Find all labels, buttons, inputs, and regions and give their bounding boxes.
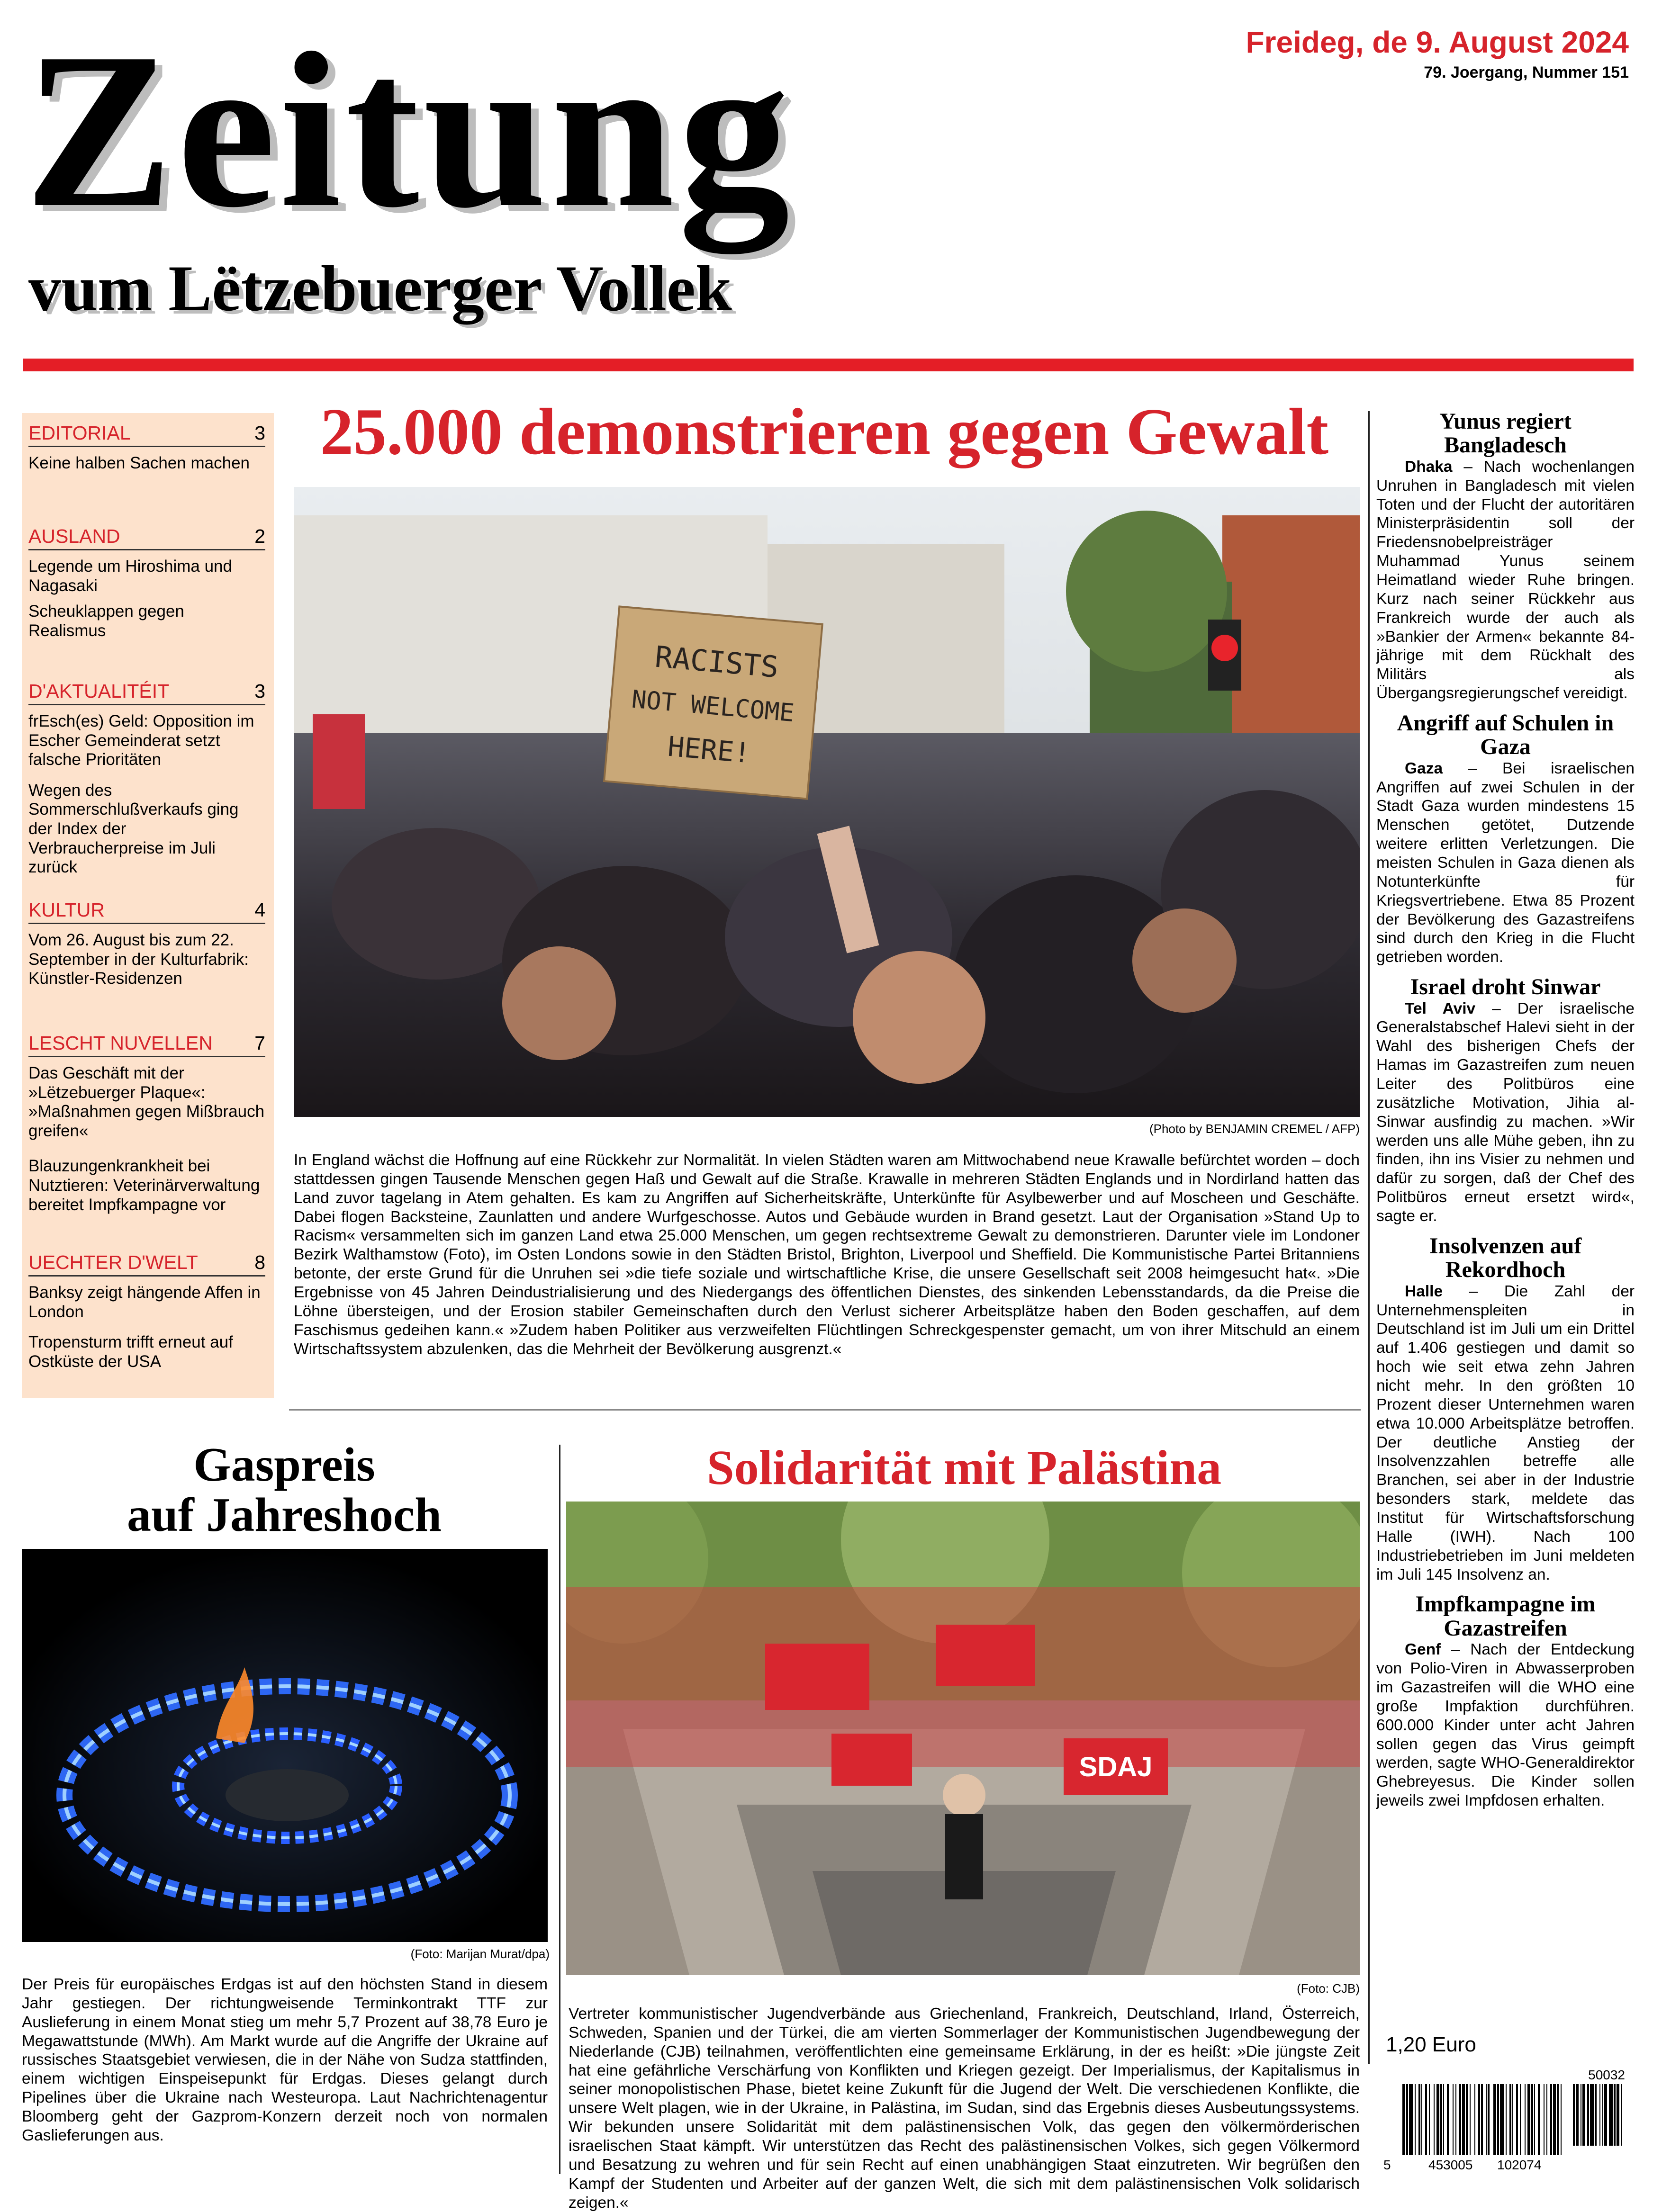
brief-dateline: Dhaka [1405, 458, 1453, 476]
gas-story-body: Der Preis für europäisches Erdgas ist auf den höchsten Stand in diesem Jahr gestiegen. Der richtungweisende Terminkontrakt TTF zur Auslieferung in einem Monat stieg um mehr 5,7 Prozent auf 38,78 Euro je Megawattstunde (MWh). Am Markt wurde auf die Angriffe der Ukraine auf russisches Staatsgebiet verwiesen, die in der Nähe von Sudza stattfinden, einem wichtigen Einspeisepunkt für Erdgas. Dieses gelangt durch Pipelines über die Ukraine nach Westeuropa. Laut Nachrichtenagentur Bloomberg geht der Gazprom-Konzern derzeit noch von normalen Gaslieferungen aus. [22, 1976, 548, 2144]
gas-headline-line2: auf Jahreshoch [126, 1488, 442, 1542]
section-name[interactable]: KULTUR [28, 899, 105, 921]
brief-article [1376, 1234, 1635, 1584]
sidebar-item[interactable]: Wegen des Sommerschlußverkaufs ging der Index der Verbraucherpreise im Juli zurück [28, 781, 239, 877]
sidebar-section-kultur [28, 899, 265, 989]
barcode-bar [1520, 2084, 1521, 2155]
issue-date: Freideg, de 9. August 2024 [1246, 25, 1629, 59]
sidebar-item[interactable]: Keine halben Sachen machen [28, 454, 250, 473]
barcode-group2: 102074 [1497, 2158, 1542, 2172]
sidebar-section-ausland [28, 526, 265, 640]
gas-flame-photo [22, 1549, 548, 1942]
barcode-bar [1531, 2084, 1533, 2155]
brief-headline[interactable]: Israel droht Sinwar [1410, 974, 1601, 1000]
brief-body: – Der israelische Generalstabschef Halevi sieht in der Wahl des bisherigen Chefs der Hamas im Gazastreifen zum neuen Leiter des Politbüros eine zusätzliche Motivation, Jihia al-Sinwar ausfindig zu machen. »Wir werden uns alle Mühe geben, ihn zu finden, ihn ins Visier zu nehmen und dafür zu sorgen, daß der Chef des Politbüros erneut ersetzt wird«, sagte er. [1376, 999, 1635, 1225]
gas-headline[interactable] [19, 1440, 550, 1540]
barcode-bar [1557, 2084, 1559, 2155]
barcode-bar [1497, 2084, 1499, 2155]
brief-dateline: Genf [1405, 1641, 1441, 1659]
sidebar-item[interactable]: Tropensturm trifft erneut auf Ostküste der USA [28, 1333, 233, 1371]
barcode-bar [1415, 2084, 1416, 2155]
brief-headline[interactable]: Insolvenzen auf Rekordhoch [1429, 1233, 1582, 1283]
issue-number: 79. Joergang, Nummer 151 [1424, 63, 1629, 81]
brief-article [1376, 410, 1635, 703]
barcode-bar [1527, 2084, 1530, 2155]
section-page: 3 [254, 680, 265, 702]
gas-photo-credit: (Foto: Marijan Murat/dpa) [410, 1947, 550, 1961]
masthead-divider [23, 359, 1634, 371]
banner-text: SDAJ [1079, 1752, 1153, 1782]
section-name[interactable]: UECHTER D'WELT [28, 1251, 198, 1273]
barcode-bar [1425, 2084, 1427, 2155]
brief-article [1376, 711, 1635, 967]
barcode-bar [1609, 2084, 1613, 2146]
barcode-bar [1462, 2084, 1465, 2155]
barcode-bar [1493, 2084, 1496, 2155]
barcode [1383, 2065, 1630, 2174]
barcode-bar [1590, 2084, 1594, 2146]
barcode-bar [1459, 2084, 1461, 2155]
barcode-bar [1466, 2084, 1468, 2155]
barcode-bar [1500, 2084, 1504, 2155]
barcode-bar [1434, 2084, 1435, 2155]
protest-photo [294, 487, 1360, 1117]
barcode-bar [1538, 2084, 1540, 2155]
sidebar-item[interactable]: Blauzungenkrankheit bei Nutztieren: Veterinärverwaltung bereitet Impfkampagne vor [28, 1157, 260, 1214]
barcode-bar [1509, 2084, 1511, 2155]
barcode-bar [1440, 2084, 1442, 2155]
barcode-bar [1406, 2084, 1408, 2155]
red-banner [831, 1734, 912, 1786]
sidebar-item[interactable]: Scheuklappen gegen Realismus [28, 602, 184, 640]
sidebar-section-aktualiteit [28, 681, 265, 877]
sign-text-line3: HERE! [666, 730, 752, 770]
news-brief-column [1376, 410, 1635, 1819]
barcode-bar [1595, 2084, 1597, 2146]
barcode-bar [1453, 2084, 1454, 2155]
section-name[interactable]: LESCHT NUVELLEN [28, 1032, 213, 1054]
barcode-bar [1421, 2084, 1422, 2155]
red-banner [936, 1625, 1035, 1686]
brief-headline[interactable]: Yunus regiert Bangladesch [1439, 409, 1572, 458]
barcode-bar [1525, 2084, 1526, 2155]
sidebar-section-uechter-dwelt [28, 1252, 265, 1371]
section-page: 2 [254, 525, 265, 547]
barcode-bar [1512, 2084, 1513, 2155]
column-divider [559, 1445, 560, 2174]
masthead-subtitle: vum Lëtzebuerger Vollek [28, 252, 732, 324]
sidebar-item[interactable]: frEsch(es) Geld: Opposition im Escher Gemeinderat setzt falsche Prioritäten [28, 712, 254, 769]
sign-text-line2: NOT WELCOME [630, 685, 795, 728]
section-page: 7 [254, 1032, 265, 1054]
solidarity-headline[interactable]: Solidarität mit Palästina [706, 1440, 1222, 1495]
barcode-bar [1561, 2084, 1562, 2155]
barcode-bar [1470, 2084, 1471, 2155]
section-name[interactable]: EDITORIAL [28, 422, 131, 444]
brief-article [1376, 1592, 1635, 1810]
barcode-bar [1599, 2084, 1600, 2146]
sidebar-item[interactable]: Das Geschäft mit der »Lëtzebuerger Plaque«: »Maßnahmen gegen Mißbrauch greifen« [28, 1064, 265, 1140]
barcode-prefix: 5 [1383, 2158, 1391, 2172]
section-name[interactable]: AUSLAND [28, 525, 120, 547]
sidebar-item[interactable]: Banksy zeigt hängende Affen in London [28, 1283, 261, 1321]
barcode-bar [1474, 2084, 1475, 2155]
barcode-bar [1436, 2084, 1439, 2155]
barcode-bar [1550, 2084, 1552, 2155]
column-divider [1368, 411, 1370, 2064]
barcode-bar [1614, 2084, 1616, 2146]
sidebar-item[interactable]: Legende um Hiroshima und Nagasaki [28, 557, 232, 595]
barcode-bar [1546, 2084, 1547, 2155]
youth-camp-photo [566, 1502, 1360, 1975]
masthead-title: Zeitung [25, 7, 794, 253]
main-story-body: In England wächst die Hoffnung auf eine Rückkehr zur Normalität. In vielen Städten waren am Mittwochabend neue Krawalle befürchtet worden – doch stattdessen gingen Tausende Menschen gegen Haß und Gewalt auf die Straße. Krawalle in mehreren Städten Englands und in Nordirland hatten das Land zuvor tagelang in Atem gehalten. Es kam zu Angriffen auf Sicherheitskräfte, Unterkünfte für Asylbewerber und auf Moscheen und Geschäfte. Dabei flogen Backsteine, Zaunlatten und andere Wurfgeschosse. Autos und Gebäude wurden in Brand gesetzt. Laut der Organisation »Stand Up to Racism« versammelten sich im ganzen Land etwa 25.000 Menschen, um gegen rechtsextreme Gewalt zu demonstrieren. Darunter viele im Londoner Bezirk Walthamstow (Foto), im Osten Londons sowie in den Städten Bristol, Brighton, Liverpool und Sheffield. Die Kommunistische Partei Britanniens betonte, der erste Grund für die Unruhen sei »die tiefe soziale und wirtschaftliche Krise, die unsere Gesellschaft seit 2008 heimgesucht hat«. »Die Ergebnisse von 45 Jahren Deindustrialisierung und des Niedergangs des öffentlichen Dienstes, des sinkenden Lebensstandards, da die Preise die Löhne übersteigen, und der Erosion stabiler Gemeinschaften durch den Verlust sicherer Arbeitsplätze haben den Boden geschaffen, auf dem Faschismus gedeihen kann.« »Zudem haben Politiker aus verzweifelten Flüchtlingen Schreckgespenster gemacht, um von ihrer Mitschuld an einem Wirtschaftssystem abzulenken, das die Mehrheit der Bevölkerung ausgrenzt.« [294, 1151, 1360, 1358]
barcode-bar [1621, 2084, 1622, 2146]
red-banner [765, 1644, 869, 1710]
solidarity-photo-credit: (Foto: CJB) [1297, 1981, 1360, 1996]
sign-text-line1: RACISTS [653, 639, 780, 685]
barcode-bar [1429, 2084, 1430, 2155]
barcode-bar [1534, 2084, 1535, 2155]
sidebar-item[interactable]: Vom 26. August bis zum 22. September in der Kulturfabrik: Künstler-Residenzen [28, 931, 249, 988]
sidebar-section-lescht-nuvellen [28, 1033, 265, 1214]
barcode-bar [1576, 2084, 1579, 2146]
brief-headline[interactable]: Angriff auf Schulen in Gaza [1397, 710, 1614, 760]
barcode-bar [1553, 2084, 1556, 2155]
barcode-addon: 50032 [1588, 2068, 1625, 2082]
barcode-bar [1617, 2084, 1619, 2146]
sidebar-section-editorial [28, 423, 265, 473]
barcode-bar [1418, 2084, 1420, 2155]
section-divider [289, 1409, 1361, 1411]
barcode-bar [1587, 2084, 1589, 2146]
barcode-bar [1582, 2084, 1585, 2146]
barcode-bar [1488, 2084, 1490, 2155]
barcode-bar [1478, 2084, 1480, 2155]
price-label: 1,20 Euro [1386, 2033, 1476, 2056]
brief-dateline: Gaza [1405, 759, 1443, 777]
brief-body: – Die Zahl der Unternehmenspleiten in Deutschland ist im Juli um ein Drittel auf 1.406 gestiegen und damit so hoch wie seit etwa zehn Jahren nicht mehr. In den größten 10 Prozent dieser Unternehmen waren etwa 10.000 Arbeitsplätze betroffen. Der deutliche Anstieg der Insolvenzzahlen betreffe alle Branchen, sei aber in der Industrie besonders stark, meldete das Institut für Wirtschaftsforschung Halle (IWH). Nach 100 Industriebetrieben im Juni meldeten im Juli 145 Insolvenz an. [1376, 1282, 1635, 1583]
brief-article [1376, 975, 1635, 1226]
brief-body: – Bei israelischen Angriffen auf zwei Schulen in der Stadt Gaza wurden mindestens 15 Menschen getötet, Dutzende weitere erlitten Verletzungen. Die meisten Schulen in Gaza dienen als Notunterkünfte für Kriegsvertriebene. Etwa 85 Prozent der Bevölkerung des Gazastreifens sind durch den Krieg in die Flucht getrieben worden. [1376, 759, 1635, 966]
section-name[interactable]: D'AKTUALITÉIT [28, 680, 170, 702]
barcode-bar [1486, 2084, 1487, 2155]
brief-dateline: Halle [1405, 1282, 1443, 1300]
barcode-group1: 453005 [1428, 2158, 1473, 2172]
brief-dateline: Tel Aviv [1405, 999, 1476, 1017]
barcode-bar [1604, 2084, 1607, 2146]
section-page: 4 [254, 899, 265, 921]
brief-body: – Nach der Entdeckung von Polio-Viren in Abwasserproben im Gazastreifen will die WHO eine große Impfaktion durchführen. 600.000 Kinder unter acht Jahren sollen gegen das Virus geimpft werden, sagte WHO-Generaldirektor Ghebreyesus. Die Kinder sollen jeweils zwei Impfdosen erhalten. [1376, 1641, 1635, 1810]
barcode-bar [1506, 2084, 1507, 2155]
section-page: 8 [254, 1251, 265, 1273]
brief-body: – Nach wochenlangen Unruhen in Bangladesch mit vielen Toten und der Flucht der autoritären Ministerpräsidentin soll der Friedensnobelpreisträger Muhammad Yunus seinem Heimatland wieder Ruhe bringen. Kurz nach seiner Rückkehr aus Frankreich wurde der auch als »Bankier der Armen« bekannte 84-jährige mit dem Rückhalt des Militärs als Übergangsregierungschef vereidigt. [1376, 458, 1635, 702]
barcode-bar [1516, 2084, 1518, 2155]
section-page: 3 [254, 422, 265, 444]
barcode-bar [1481, 2084, 1483, 2155]
main-photo-credit: (Photo by BENJAMIN CREMEL / AFP) [1149, 1122, 1360, 1136]
gas-headline-line1: Gaspreis [193, 1438, 375, 1492]
barcode-bar [1443, 2084, 1444, 2155]
barcode-bar [1455, 2084, 1456, 2155]
barcode-bar [1402, 2084, 1405, 2155]
contents-sidebar [22, 413, 274, 1398]
barcode-bar [1602, 2084, 1603, 2146]
brief-headline[interactable]: Impfkampagne im Gazastreifen [1415, 1592, 1596, 1641]
solidarity-story-body: Vertreter kommunistischer Jugendverbände aus Griechenland, Frankreich, Deutschland, Irland, Österreich, Schweden, Spanien und der Türkei, die am vierten Sommerlager der Kommunistischen Jugendbewegung der Niederlande (CJB) teilnahmen, veröffentlichten eine gemeinsame Erklärung, in der es heißt: »Die jüngste Zeit hat eine gefährliche Verschärfung von Konflikten und Kriegen gezeigt. Der Imperialismus, der Kapitalismus in seiner monopolistischen Phase, bietet keine Zukunft für die Jugend der Welt. Die verschiedenen Konflikte, die unsere Welt plagen, wie in der Ukraine, in Palästina, im Sudan, sind das Ergebnis dieses Ausbeutungssystems. Wir bekunden unsere Solidarität mit dem palästinensischen Volk, das gegen den völkermörderischen israelischen Staat kämpft. Wir unterstützen das Recht des palästinensischen Volkes, sich gegen Völkermord und Besatzung zu wehren und für sein Recht auf einen unabhängigen Staat einzutreten. Wir begrüßen den Kampf der Studenten und Arbeiter auf der ganzen Welt, die sich mit dem palästinensischen Volk solidarisch zeigen.« [569, 2005, 1360, 2212]
barcode-bar [1544, 2084, 1545, 2155]
main-headline[interactable]: 25.000 demonstrieren gegen Gewalt [320, 395, 1329, 468]
barcode-bar [1573, 2084, 1575, 2146]
barcode-bar [1447, 2084, 1449, 2155]
barcode-bar [1409, 2084, 1413, 2155]
